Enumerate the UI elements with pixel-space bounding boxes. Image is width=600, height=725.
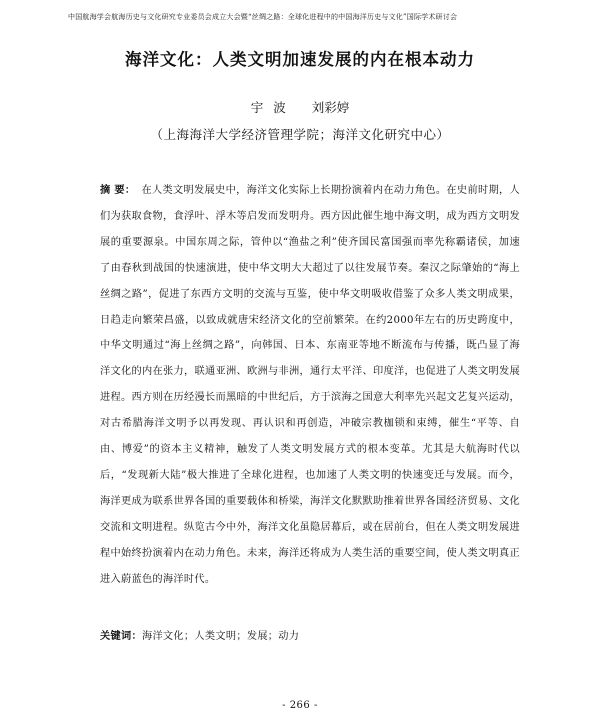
abstract-text: 在人类文明发展史中，海洋文化实际上长期扮演着内在动力角色。在史前时期，人们为获取食物，食浮叶、浮木等启发而发明舟。西方因此催生地中海文明，成为西方文明发展的重要源泉。中国东周之际，管仲以“渔盐之利”使齐国民富国强而率先称霸诸侯，加速了由春秋到战国的快速演进，使中华文明大大超过了以往发展节奏。秦汉之际肇始的“海上丝绸之路”，促进了东西方文明的交流与互鉴，使中华文明吸收借鉴了众多人类文明成果，日趋走向繁荣昌盛，以致成就唐宋经济文化的空前繁荣。在约2000年左右的历史跨度中，中华文明通过“海上丝绸之路”，向韩国、日本、东南亚等地不断流布与传播，既凸显了海洋文化的内在张力，联通亚洲、欧洲与非洲，通行太平洋、印度洋，也促进了人类文明发展进程。西方则在历经漫长而黑暗的中世纪后，方于滨海之国意大利率先兴起文艺复兴运动，对古希腊海洋文明予以再发现、再认识和再创造，冲破宗教枷锁和束缚，催生“平等、自由、博爱”的资本主义精神，触发了人类文明发展方式的根本变革。尤其是大航海时代以后，“发现新大陆”极大推进了全球化进程，也加速了人类文明的快速变迁与发展。而今，海洋更成为联系世界各国的重要载体和桥梁，海洋文化默默助推着世界各国经济贸易、文化交流和文明进程。纵览古今中外，海洋文化虽隐居幕后，或在居前台，但在人类文明发展进程中始终扮演着内在动力角色。未来，海洋还将成为人类生活的重要空间，使人类文明真正进入蔚蓝色的海洋时代。 [100, 185, 521, 585]
keywords [100, 627, 520, 642]
running-header: 中国航海学会航海历史与文化研究专业委员会成立大会暨“丝绸之路：全球化进程中的中国海洋历史与文化”国际学术研讨会 [68, 13, 458, 21]
abstract-label: 摘 要： [100, 184, 136, 196]
paper-title: 海洋文化：人类文明加速发展的内在根本动力 [125, 50, 475, 69]
affiliation: （上海海洋大学经济管理学院；海洋文化研究中心） [150, 127, 450, 142]
abstract [100, 178, 520, 593]
keywords-text: 海洋文化；人类文明；发展；动力 [141, 631, 300, 642]
author-name: 刘彩婷 [311, 100, 350, 115]
authors [0, 98, 600, 116]
author-name: 宇 波 [250, 100, 286, 115]
page-number: - 266 - [282, 700, 318, 711]
keywords-label: 关键词： [100, 630, 142, 642]
